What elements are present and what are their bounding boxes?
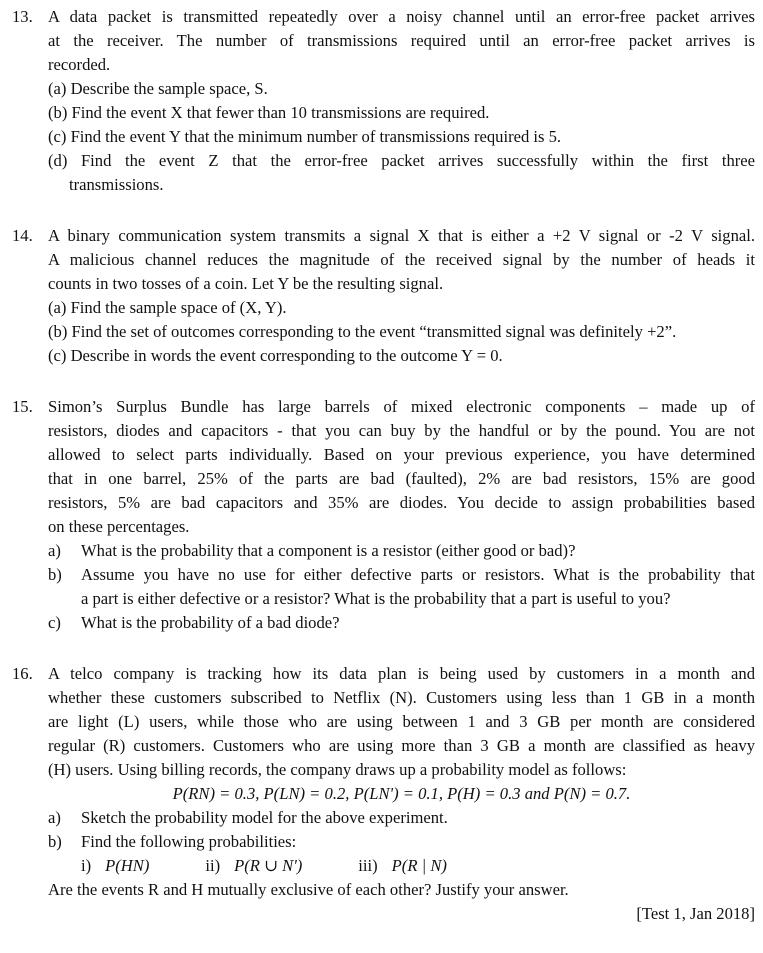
question-number: 15. xyxy=(12,397,33,416)
text-line: on these percentages. xyxy=(48,517,190,536)
sub-question xyxy=(48,563,755,611)
probability-item xyxy=(358,854,447,878)
sub-question-label: a) xyxy=(48,808,61,827)
question-text xyxy=(48,224,755,296)
text-line: Find the following probabilities: xyxy=(81,832,297,851)
text-line: resistors, diodes and capacitors - that you can buy by the handful or by the pound. You are not xyxy=(48,421,755,440)
text-line: A data packet is transmitted repeatedly over a noisy channel until an error-free packet arrives xyxy=(48,7,755,26)
text-line: A binary communication system transmits a signal X that is either a +2 V signal or -2 V signal. xyxy=(48,226,755,245)
text-line: A malicious channel reduces the magnitude of the received signal by the number of heads it xyxy=(48,250,755,269)
sub-question-text xyxy=(48,830,755,854)
question-number: 13. xyxy=(12,7,33,26)
text-line: What is the probability of a bad diode? xyxy=(81,613,340,632)
question-text xyxy=(48,662,755,782)
text-line: counts in two tosses of a coin. Let Y be the resulting signal. xyxy=(48,274,444,293)
sub-question-label: b) xyxy=(48,832,62,851)
sub-question-label: a) xyxy=(48,541,61,560)
text-line: at the receiver. The number of transmissions required until an error-free packet arrives is xyxy=(48,31,755,50)
sub-question xyxy=(48,830,755,854)
question-number: 16. xyxy=(12,664,33,683)
text-line: A telco company is tracking how its data plan is being used by customers in a month and xyxy=(48,664,755,683)
source-reference: [Test 1, Jan 2018] xyxy=(636,904,755,923)
sub-question xyxy=(48,125,755,149)
text-line: (b) Find the event X that fewer than 10 transmissions are required. xyxy=(48,103,490,122)
text-line: (b) Find the set of outcomes corresponding to the event “transmitted signal was definitely +2”. xyxy=(48,322,677,341)
sub-question-text xyxy=(48,539,755,563)
text-line: What is the probability that a component is a resistor (either good or bad)? xyxy=(81,541,576,560)
sub-question xyxy=(48,344,755,368)
sub-question-text xyxy=(48,611,755,635)
sub-question-label: b) xyxy=(48,565,62,584)
text-line: Assume you have no use for either defective parts or resistors. What is the probability that xyxy=(81,565,755,584)
sub-question xyxy=(48,320,755,344)
text-line: transmissions. xyxy=(69,175,164,194)
sub-question-text xyxy=(48,149,755,197)
sub-question-text xyxy=(48,563,755,611)
probability-item xyxy=(81,854,149,878)
sub-question xyxy=(48,806,755,830)
text-line: (a) Find the sample space of (X, Y). xyxy=(48,298,287,317)
text-line: whether these customers subscribed to Netflix (N). Customers using less than 1 GB in a month xyxy=(48,688,755,707)
probability-formula: P(RN) = 0.3, P(LN) = 0.2, P(LN') = 0.1, P(H) = 0.3 and P(N) = 0.7. xyxy=(172,784,631,803)
question-text xyxy=(48,395,755,539)
sub-question-text xyxy=(48,125,755,149)
sub-question xyxy=(48,296,755,320)
sub-question xyxy=(48,149,755,197)
text-line: (d) Find the event Z that the error-free packet arrives successfully within the first three xyxy=(48,151,755,170)
question-13 xyxy=(12,5,755,197)
question-text xyxy=(48,878,755,902)
text-line: recorded. xyxy=(48,55,111,74)
question-text xyxy=(48,5,755,77)
sub-question-label: c) xyxy=(48,613,61,632)
text-line: Sketch the probability model for the above experiment. xyxy=(81,808,448,827)
text-line: are light (L) users, while those who are using between 1 and 3 GB per month are considered xyxy=(48,712,755,731)
text-line: resistors, 5% are bad capacitors and 35% are diodes. You decide to assign probabilities based xyxy=(48,493,755,512)
item-label: iii) xyxy=(358,856,378,875)
probability-item xyxy=(205,854,302,878)
sub-question-text xyxy=(48,320,755,344)
sub-question xyxy=(48,101,755,125)
item-label: ii) xyxy=(205,856,221,875)
text-line: allowed to select parts individually. Based on your previous experience, you have determined xyxy=(48,445,755,464)
item-expression: P(HN) xyxy=(105,856,150,875)
question-14 xyxy=(12,224,755,368)
question-16 xyxy=(12,662,755,926)
text-line: regular (R) customers. Customers who are using more than 3 GB a month are classified as heavy xyxy=(48,736,755,755)
text-line: that in one barrel, 25% of the parts are bad (faulted), 2% are bad resistors, 15% are good xyxy=(48,469,755,488)
text-line: (H) users. Using billing records, the company draws up a probability model as follows: xyxy=(48,760,627,779)
sub-question-text xyxy=(48,806,755,830)
sub-question-text xyxy=(48,101,755,125)
sub-question xyxy=(48,539,755,563)
item-expression: P(R ∪ N') xyxy=(234,856,303,875)
probability-list xyxy=(48,854,755,878)
text-line: Are the events R and H mutually exclusive of each other? Justify your answer. xyxy=(48,880,569,899)
text-line: (a) Describe the sample space, S. xyxy=(48,79,268,98)
question-number: 14. xyxy=(12,226,33,245)
text-line: a part is either defective or a resistor? What is the probability that a part is useful to you? xyxy=(81,589,671,608)
text-line: Simon’s Surplus Bundle has large barrels of mixed electronic components – made up of xyxy=(48,397,755,416)
sub-question xyxy=(48,77,755,101)
sub-question-text xyxy=(48,296,755,320)
question-15 xyxy=(12,395,755,635)
text-line: (c) Describe in words the event corresponding to the outcome Y = 0. xyxy=(48,346,503,365)
sub-question-text xyxy=(48,344,755,368)
item-label: i) xyxy=(81,856,92,875)
item-expression: P(R | N) xyxy=(391,856,447,875)
sub-question xyxy=(48,611,755,635)
text-line: (c) Find the event Y that the minimum number of transmissions required is 5. xyxy=(48,127,562,146)
sub-question-text xyxy=(48,77,755,101)
